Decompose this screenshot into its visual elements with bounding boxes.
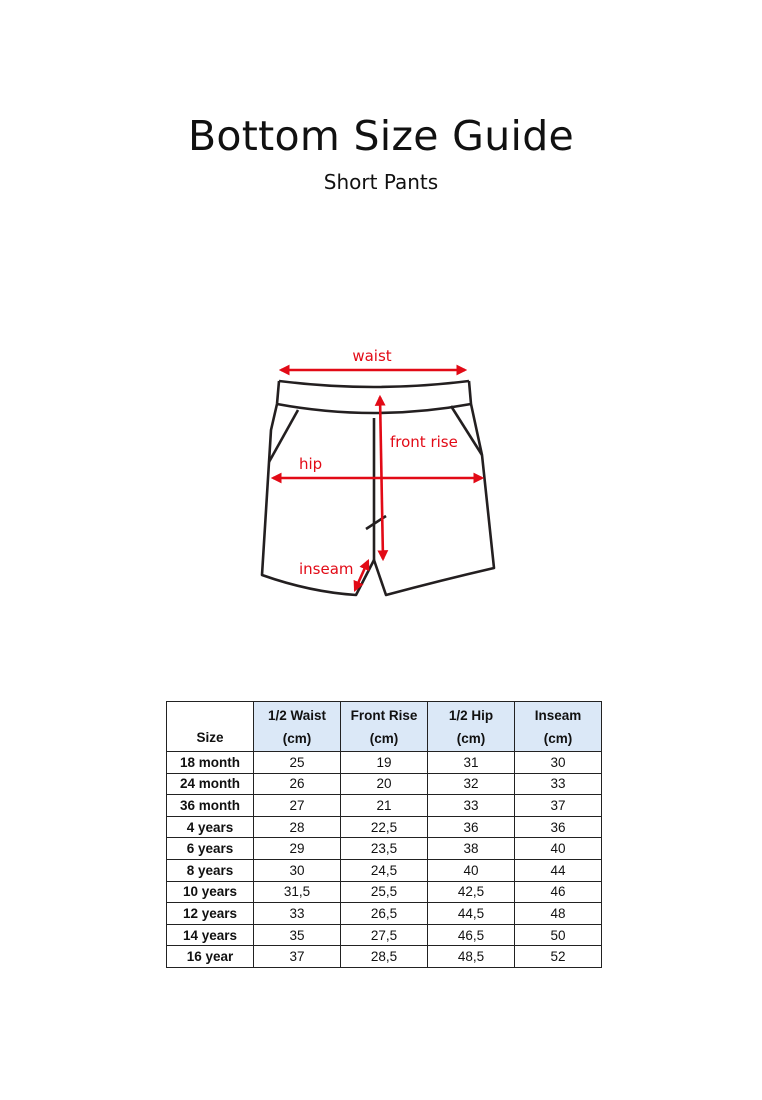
measurement-cell: 31,5 [254,881,341,903]
column-header-unit: (cm) [543,730,573,746]
measurement-cell: 44 [515,859,602,881]
measurement-cell: 30 [515,752,602,774]
table-row [167,924,602,946]
table-row [167,795,602,817]
size-cell: 12 years [167,903,254,925]
page-subtitle: Short Pants [323,170,439,194]
measurement-cell: 48,5 [428,946,515,968]
page-title: Bottom Size Guide [187,112,575,160]
waist-column-header [254,702,341,752]
table-row [167,903,602,925]
waistband-top [279,381,469,387]
front-rise-label: front rise [390,433,458,451]
measurement-cell: 19 [341,752,428,774]
table-row [167,816,602,838]
measurement-cell: 27 [254,795,341,817]
measurement-cell: 46,5 [428,924,515,946]
measurement-cell: 21 [341,795,428,817]
measurement-cell: 36 [515,816,602,838]
measurement-cell: 31 [428,752,515,774]
measurement-cell: 42,5 [428,881,515,903]
measurement-cell: 28 [254,816,341,838]
measurement-cell: 25,5 [341,881,428,903]
measurement-cell: 28,5 [341,946,428,968]
table-row [167,859,602,881]
inseam-label: inseam [299,560,354,578]
measurement-cell: 40 [428,859,515,881]
size-cell: 10 years [167,881,254,903]
measurement-cell: 50 [515,924,602,946]
size-cell: 16 year [167,946,254,968]
hip-column-header [428,702,515,752]
measurement-cell: 23,5 [341,838,428,860]
measurement-cell: 29 [254,838,341,860]
measurement-cell: 37 [254,946,341,968]
front-rise-column-header [341,702,428,752]
column-header-unit: (cm) [369,730,399,746]
size-table [166,701,602,968]
column-header-unit: (cm) [282,730,312,746]
size-table-header-row [167,702,602,752]
waist-label: waist [352,347,392,365]
measurement-cell: 33 [254,903,341,925]
measurement-cell: 24,5 [341,859,428,881]
measurement-arrows [273,370,482,590]
measurement-cell: 37 [515,795,602,817]
column-header-line1: 1/2 Waist [267,707,327,723]
measurement-cell: 26,5 [341,903,428,925]
size-cell: 6 years [167,838,254,860]
measurement-cell: 33 [515,773,602,795]
table-row [167,946,602,968]
measurement-cell: 22,5 [341,816,428,838]
measurement-cell: 46 [515,881,602,903]
hip-label: hip [299,455,323,473]
measurement-cell: 36 [428,816,515,838]
column-header-unit: (cm) [456,730,486,746]
measurement-cell: 40 [515,838,602,860]
size-cell: 14 years [167,924,254,946]
measurement-cell: 32 [428,773,515,795]
measurement-cell: 20 [341,773,428,795]
column-header-line1: 1/2 Hip [448,707,494,723]
size-cell: 4 years [167,816,254,838]
column-header-line1: Front Rise [350,707,418,723]
table-row [167,838,602,860]
size-cell: 8 years [167,859,254,881]
size-column-header: Size [167,702,254,752]
size-cell: 18 month [167,752,254,774]
measurement-cell: 48 [515,903,602,925]
measurement-cell: 44,5 [428,903,515,925]
measurement-cell: 33 [428,795,515,817]
waistband-bottom [277,404,471,413]
measurement-cell: 25 [254,752,341,774]
table-row [167,752,602,774]
measurement-cell: 26 [254,773,341,795]
measurement-cell: 35 [254,924,341,946]
size-cell: 36 month [167,795,254,817]
column-header-line1: Inseam [534,707,582,723]
size-cell: 24 month [167,773,254,795]
measurement-cell: 52 [515,946,602,968]
measurement-cell: 27,5 [341,924,428,946]
size-table-body [167,752,602,968]
table-row [167,773,602,795]
table-row [167,881,602,903]
inseam-column-header [515,702,602,752]
measurement-cell: 30 [254,859,341,881]
measurement-cell: 38 [428,838,515,860]
shorts-outline [262,381,494,595]
